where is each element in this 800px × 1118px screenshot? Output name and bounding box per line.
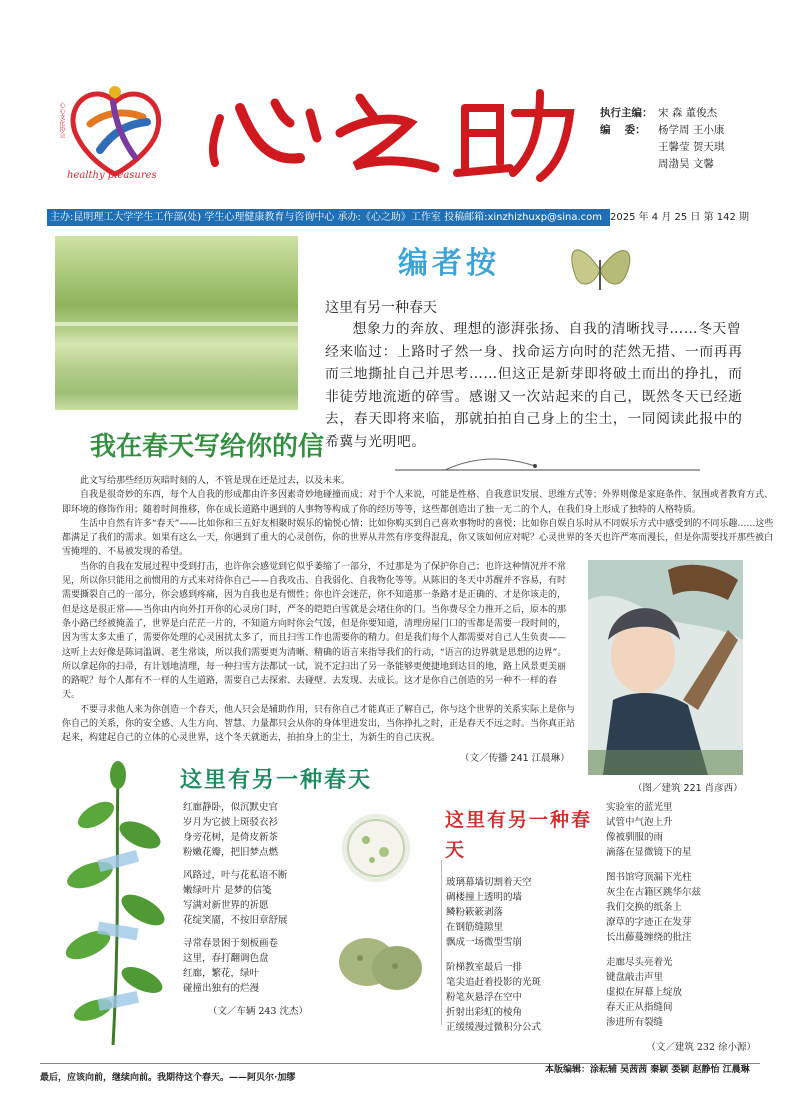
article-paragraph: 自我是很奇妙的东西，每个人自我的形成都由许多因素奇妙地碰撞而成；对于个人来说，可能是性格、自我意识发展、思维方式等；外界则像是家庭条件、氛围或者教育方式、即环境的修饰作用；随着时间推移，你在成长道路中遇到的人事物等构成了你的经历等等，这些都创造出了独一无二的个人，在我们身上形成了独特的人格特质。 [62, 490, 774, 515]
poem-line: 粉嫩花瓣，把旧梦点燃 [183, 847, 279, 858]
poem-line: 实验室的蓝光里 [606, 802, 673, 813]
article-paragraph: 不要寻求他人来为你创造一个春天，他人只会是辅助作用，只有你自己才能真正了解自己，你与这个世界的关系实际上是你与你自己的关系，你的安全感、人生方向、智慧、力量都只会从你的身体里进发出，当你挣扎之时，正是春天不远之时。当你真正站起来，构建起自己的立体的心灵世界，这个冬天就逝去，拍拍身上的尘土，为新生的自己庆祝。 [62, 704, 576, 744]
chief-label: 执行主编： [600, 107, 653, 119]
cookie-image [340, 812, 412, 884]
masthead-title [195, 78, 585, 188]
poem-line: 像被驯服的雨 [606, 832, 664, 843]
poem-stanza [183, 800, 308, 860]
poem-stanza [606, 800, 756, 860]
publisher-info-bar: 主办:昆明理工大学学生工作部(处) 学生心理健康教育与咨询中心 承办:《心之助》工作室 投稿邮箱:xinzhizhuxp@sina.com [47, 209, 610, 226]
footer-quote: 最后，应该向前，继续向前。我期待这个春天。——阿贝尔·加缪 [40, 1073, 296, 1083]
article-paragraph: 此文写给那些经历灰暗时刻的人，不管是现在还是过去，以及未来。 [80, 476, 351, 486]
poem-line: 这里，春打翻调色盘 [183, 953, 269, 964]
poem-line: 寻常春景困于刻板画卷 [183, 938, 279, 949]
plant-illustration [58, 760, 173, 1050]
poem-one [183, 800, 308, 1019]
poem-line: 渗进所有裂缝 [606, 1017, 664, 1028]
logo-ring-text: 心心文化协会 [58, 102, 65, 138]
poem-signature: （文／车辆 243 沈杰） [207, 1006, 308, 1017]
editorial-subtitle: 这里有另一种春天 [325, 300, 437, 316]
poem-stanza [606, 955, 756, 1030]
poem-line: 飘成一场微型雪崩 [446, 937, 523, 948]
logo-caption: healthy pleasures [67, 170, 157, 181]
decorative-wave-line [395, 452, 700, 472]
board-label: 编 委： [600, 124, 646, 136]
article-paragraph: 当你的自我在发展过程中受到打击，也许你会感觉到它似乎萎缩了一部分，不过那是为了保护你自己；也许这种情况并不常见，所以你只能用之前惯用的方式来对待你自己——自我攻击、自我弱化、自我物化等等。从陈旧的冬天中苏醒并不容易，有时需要撕裂自己的一部分，你会感到疼痛，因为自我也是有惯性；你也许会迷茫，你不知道那一条路才是正确的、才是你该走的，但是这是很正常——当你由内向外打开你的心灵房门时，严冬的皑皑白雪就是会堵住你的门。当你费尽全力推开之后，原本的那条小路已经被掩盖了，世界是白茫茫一片的，不知道方向时你会气馁，但是你要知道，清理房屋门口的雪都是需要一段时间的，因为雪太多太重了，需要你处理的心灵困扰太多了，而且扫雪工作也需要你的精力。但是我们每个人都需要对自己人生负责——这听上去好像是陈词滥调、老生常谈，所以我们需要更为清晰、精确的语言来指导我们的行动，“语言的边界就是思想的边界”。所以拿起你的扫帚，有计划地清理，每一种扫雪方法都试一试，说不定扫出了另一条能够更便捷地到达目的地，路上风景更美丽的路呢？每个人都有不一样的人生道路，需要自己去探索、去碰壁、去发现、去成长。这才是你自己创造的另一种不一样的春天。 [62, 561, 567, 701]
newspaper-logo [55, 62, 180, 192]
poem-line: 阶梯教室最后一排 [446, 962, 523, 973]
poem-line: 风路过，叶与花私语不断 [183, 870, 288, 881]
cookies-image [335, 930, 425, 995]
poem-line: 粉笔灰悬浮在空中 [446, 992, 523, 1003]
poem-line: 碉楼撞上透明的墙 [446, 892, 523, 903]
poem-line: 红廊，繁花，绿叶 [183, 968, 260, 979]
poem-signature: （文／建筑 232 徐小源） [646, 1042, 756, 1053]
poem-two [446, 875, 596, 1045]
poem-line: 键盘敲击声里 [606, 972, 664, 983]
poem-line: 虚拟在屏幕上绽放 [606, 987, 683, 998]
article-title: 我在春天写给你的信 [90, 432, 325, 462]
poem-line: 花绽笑靥，不按旧章舒展 [183, 915, 288, 926]
poem-stanza [183, 936, 308, 996]
poem-line: 在钢筋缝隙里 [446, 922, 504, 933]
editorial-body: 想象力的奔放、理想的澎湃张扬、自我的清晰找寻……冬天曾经来临过：上路时孑然一身、找命运方向时的茫然无措、一而再再而三地撕扯自己并思考……但这正是新芽即将破土而出的挣扎，而非徒劳地流逝的碎雪。感谢又一次站起来的自己，既然冬天已经逝去，春天即将来临，那就拍拍自己身上的尘土，一同阅读此报中的希冀与光明吧。 [325, 321, 743, 450]
article-signature: （文／传播 241 江晨琳） [460, 753, 570, 764]
poem-line: 玻璃幕墙切割着天空 [446, 877, 532, 888]
poem-line: 灰尘在古籍区跳华尔兹 [606, 887, 702, 898]
poem-line: 笔尖追赶着投影的光斑 [446, 977, 542, 988]
poem-stanza [606, 870, 756, 945]
poem-line: 折射出彩虹的棱角 [446, 1007, 523, 1018]
poem-line: 红廊静卧，似沉默史官 [183, 802, 279, 813]
poem-stanza [183, 868, 308, 928]
poem-line: 潦草的字迹正在发芽 [606, 917, 692, 928]
illustration-image [588, 560, 743, 775]
poem-line: 岁月为它披上斑驳衣衫 [183, 817, 279, 828]
article-paragraph: 生活中自然有许多“春天”——比如你和三五好友相聚时娱乐的愉悦心情；比如你购买到自己喜欢事物时的喜悦；比如你自娱自乐时从不同娱乐方式中感受到的不同乐趣……这些都满足了我们的需求。如果有这么一天，你遇到了重大的心灵创伤，你的世界从井然有序变得混乱，你又该如何应对呢？心灵世界的冬天也许严寒而漫长，但是你需要找开那些被白雪掩埋的、不易被发现的希望。 [62, 518, 774, 558]
poem-stanza [446, 960, 596, 1035]
poem-three [606, 800, 756, 1055]
butterfly-image [560, 235, 640, 305]
poem-line: 鳞粉簌簌剥落 [446, 907, 504, 918]
poem-section-title: 这里有另一种春天 [180, 767, 373, 793]
editorial-title: 编者按 [398, 246, 500, 281]
poem-line: 春天正从指缝间 [606, 1002, 673, 1013]
poem-line: 正缓缓漫过微积分公式 [446, 1022, 542, 1033]
watercolor-image [55, 236, 298, 410]
page-editors: 本版编辑：涂耘辅 吴茜茜 秦颖 娄颖 赵静怡 江晨琳 [545, 1065, 750, 1075]
divider-line [441, 860, 442, 1025]
board-names-3: 周渤昊 文馨 [658, 158, 714, 170]
poem-line: 长出藤蔓缠绕的批注 [606, 932, 692, 943]
illustration-caption: （图／建筑 221 肖彦西） [633, 783, 743, 794]
poem-two-title: 这里有另一种春天 [445, 809, 593, 861]
poem-line: 走廊尽头亮着光 [606, 957, 673, 968]
poem-line: 试管中气泡上升 [606, 817, 673, 828]
issue-date: 2025 年 4 月 25 日 第 142 期 [610, 212, 750, 223]
poem-line: 写满对新世界的祈愿 [183, 900, 269, 911]
poem-line: 图书馆穹顶漏下光柱 [606, 872, 692, 883]
poem-line: 碰撞出独有的烂漫 [183, 983, 260, 994]
article-body [62, 474, 774, 746]
poem-stanza [446, 875, 596, 950]
poem-line: 滴落在显微镜下的星 [606, 847, 692, 858]
poem-line: 身旁花树，是倚皮新茶 [183, 832, 279, 843]
footer-divider [40, 1063, 760, 1064]
board-names-1: 杨学周 王小康 [658, 124, 725, 136]
chief-names: 宋 森 董俊杰 [658, 107, 718, 119]
poem-line: 嫩绿叶片 是梦的信笺 [183, 885, 272, 896]
editors-block [600, 105, 790, 173]
board-names-2: 王馨莹 贺天琪 [658, 141, 725, 153]
poem-line: 我们交换的纸条上 [606, 902, 683, 913]
